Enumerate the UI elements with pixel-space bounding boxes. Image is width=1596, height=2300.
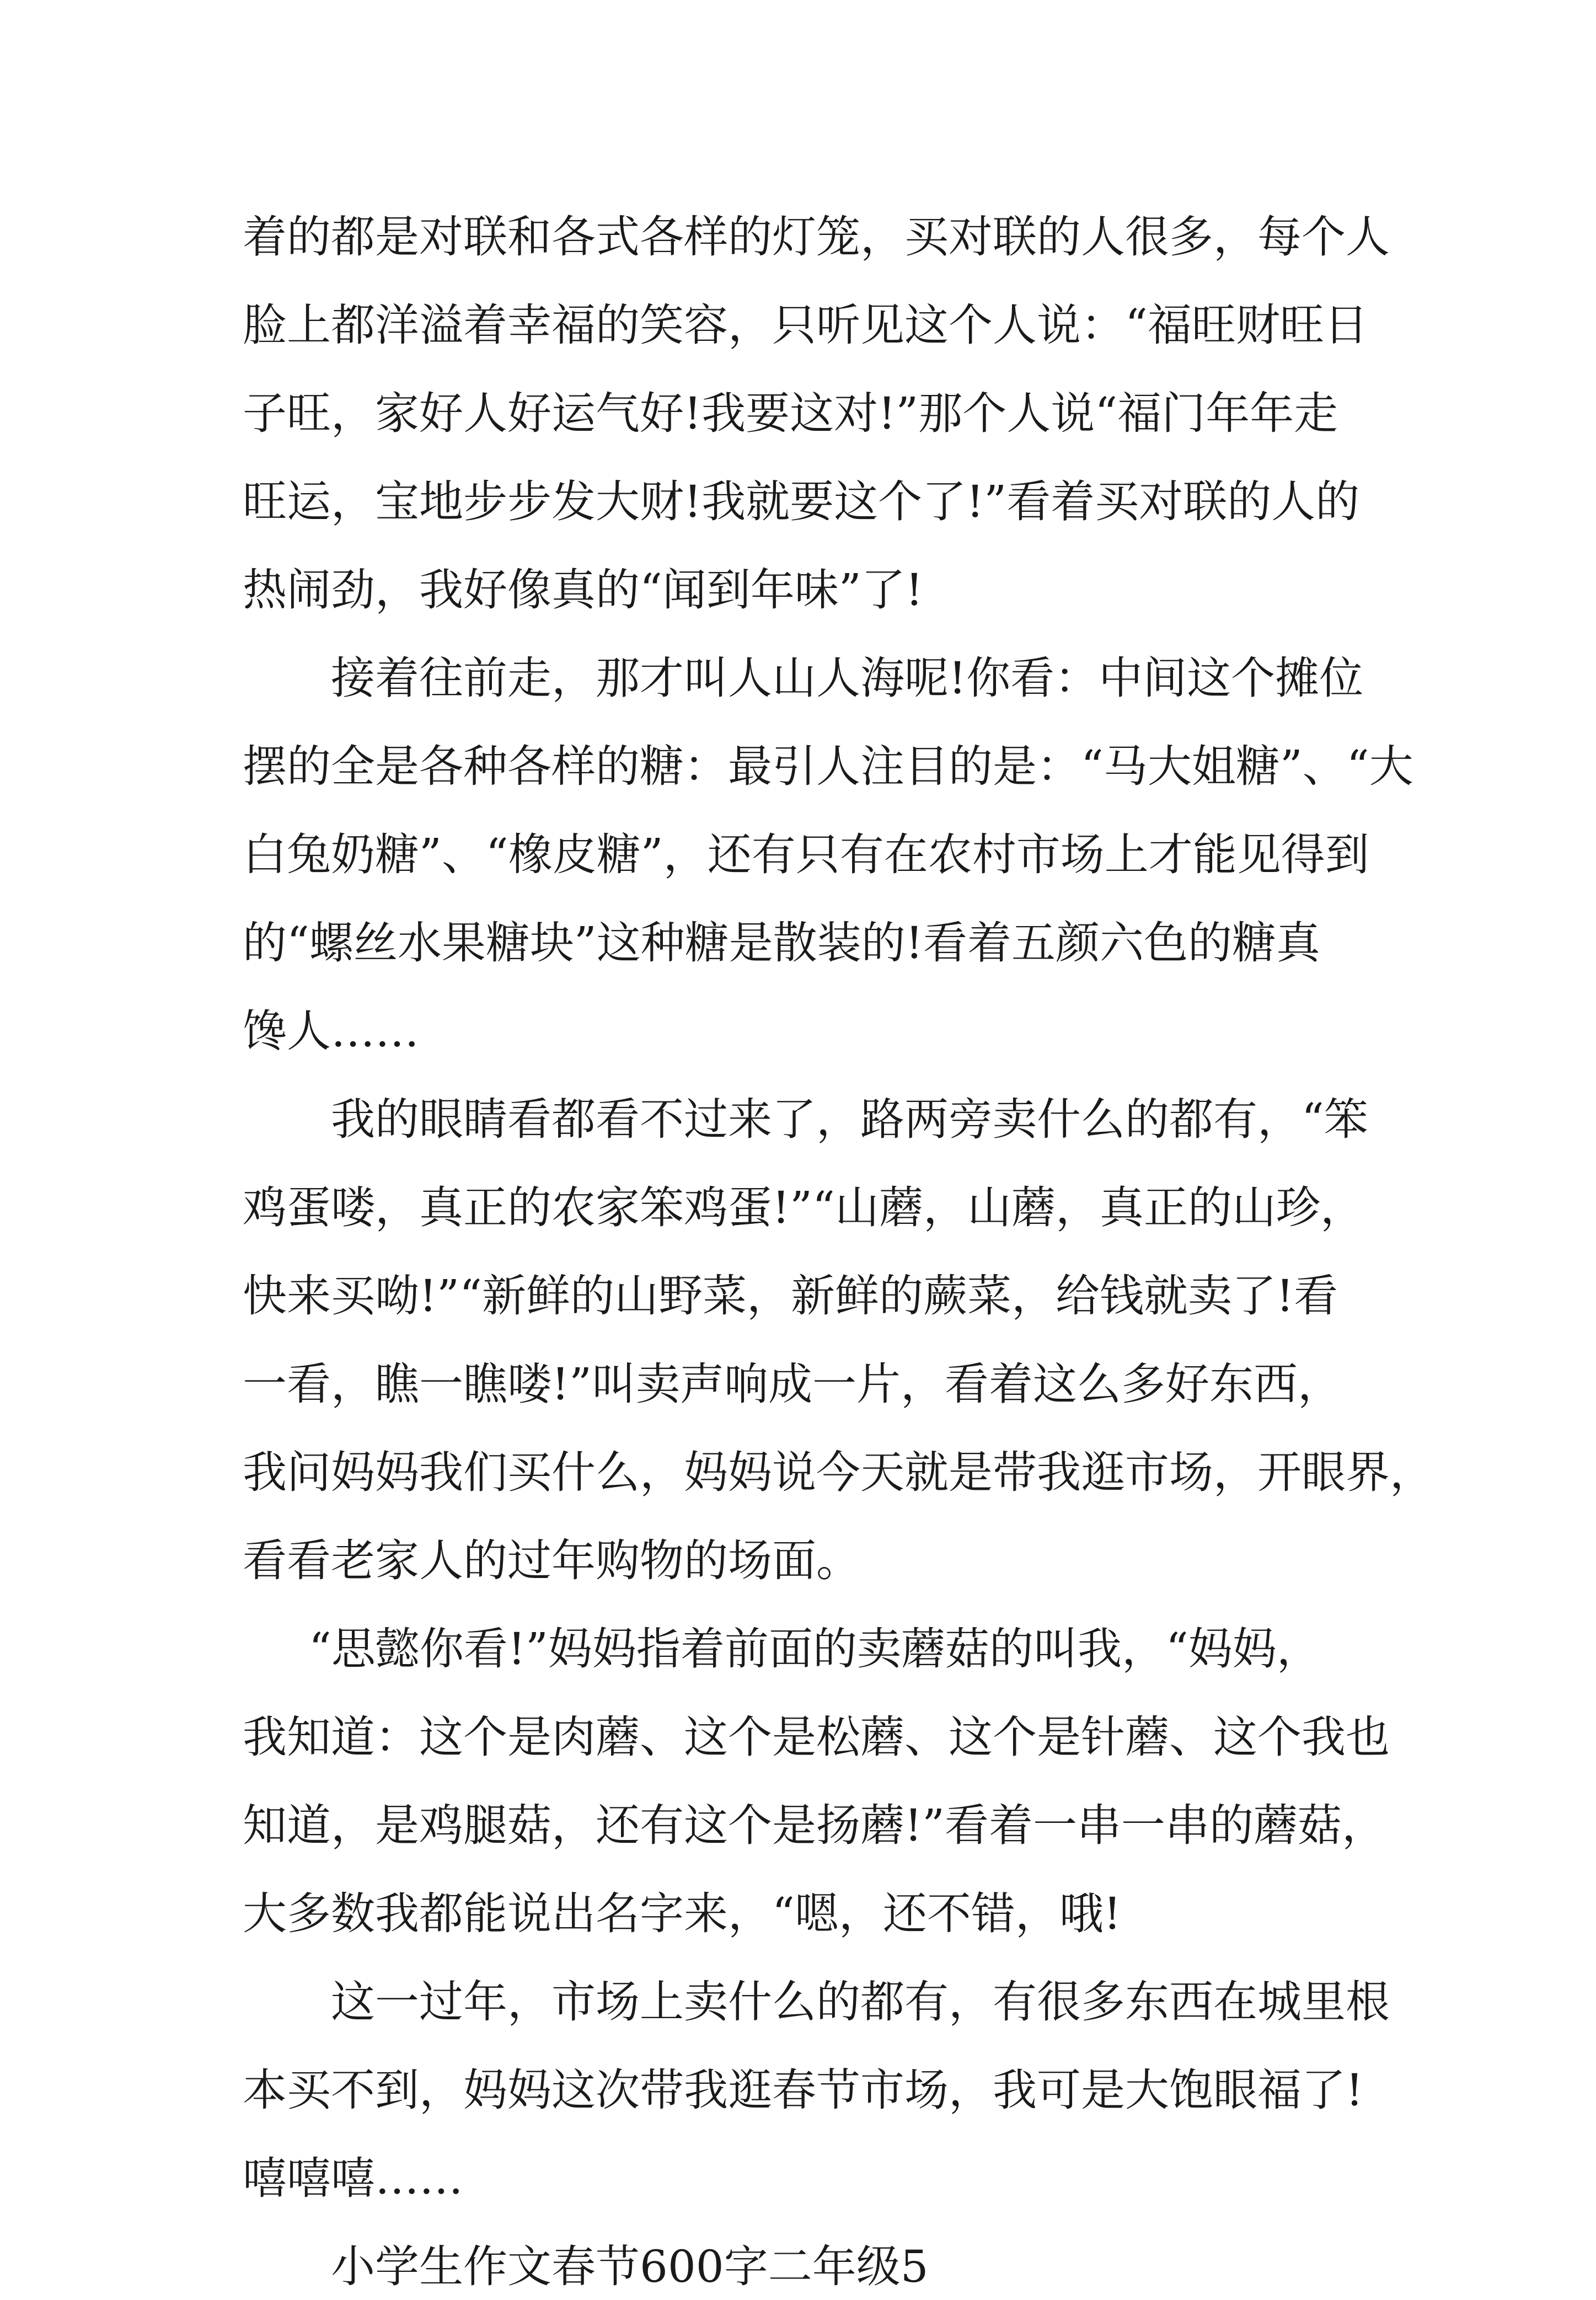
text-line: 热闹劲，我好像真的“闻到年味”了! bbox=[243, 564, 923, 616]
text-line: 着的都是对联和各式各样的灯笼，买对联的人很多，每个人 bbox=[243, 211, 1390, 263]
text-line: 看看老家人的过年购物的场面。 bbox=[243, 1535, 860, 1586]
text-line: 摆的全是各种各样的糖：最引人注目的是：“马大姐糖”、“大 bbox=[243, 741, 1413, 792]
section-heading: 小学生作文春节600字二年级5 bbox=[331, 2241, 929, 2292]
text-line: 馋人…… bbox=[243, 1005, 419, 1057]
text-line: 知道，是鸡腿菇，还有这个是扬蘑!”看着一串一串的蘑菇， bbox=[243, 1800, 1386, 1851]
text-line: 子旺，家好人好运气好!我要这对!”那个人说“福门年年走 bbox=[243, 388, 1338, 439]
text-line: 我问妈妈我们买什么，妈妈说今天就是带我逛市场，开眼界， bbox=[243, 1447, 1434, 1498]
text-line: 白兔奶糖”、“橡皮糖”，还有只有在农村市场上才能见得到 bbox=[243, 829, 1369, 880]
text-line: 的“螺丝水果糖块”这种糖是散装的!看着五颜六色的糖真 bbox=[243, 917, 1320, 969]
text-line: 脸上都洋溢着幸福的笑容，只听见这个人说：“福旺财旺日 bbox=[243, 299, 1368, 351]
text-line: 嘻嘻嘻…… bbox=[243, 2153, 463, 2204]
text-line: 旺运，宝地步步发大财!我就要这个了!”看着买对联的人的 bbox=[243, 476, 1360, 527]
text-line: 快来买呦!”“新鲜的山野菜，新鲜的蕨菜，给钱就卖了!看 bbox=[243, 1270, 1338, 1322]
text-line: 我知道：这个是肉蘑、这个是松蘑、这个是针蘑、这个我也 bbox=[243, 1711, 1390, 1763]
paragraph-start-line: 接着往前走，那才叫人山人海呢!你看：中间这个摊位 bbox=[331, 652, 1364, 704]
text-line: 一看，瞧一瞧喽!”叫卖声响成一片，看着这么多好东西， bbox=[243, 1358, 1342, 1410]
text-line: 鸡蛋喽，真正的农家笨鸡蛋!”“山蘑，山蘑，真正的山珍， bbox=[243, 1182, 1364, 1233]
text-line: 本买不到，妈妈这次带我逛春节市场，我可是大饱眼福了! bbox=[243, 2064, 1364, 2116]
paragraph-start-line: 这一过年，市场上卖什么的都有，有很多东西在城里根 bbox=[331, 1976, 1390, 2028]
text-line: 大多数我都能说出名字来，“嗯，还不错，哦! bbox=[243, 1888, 1122, 1939]
paragraph-start-line: “思懿你看!”妈妈指着前面的卖蘑菇的叫我，“妈妈， bbox=[309, 1623, 1321, 1675]
paragraph-start-line: 我的眼睛看都看不过来了，路两旁卖什么的都有，“笨 bbox=[331, 1094, 1368, 1145]
